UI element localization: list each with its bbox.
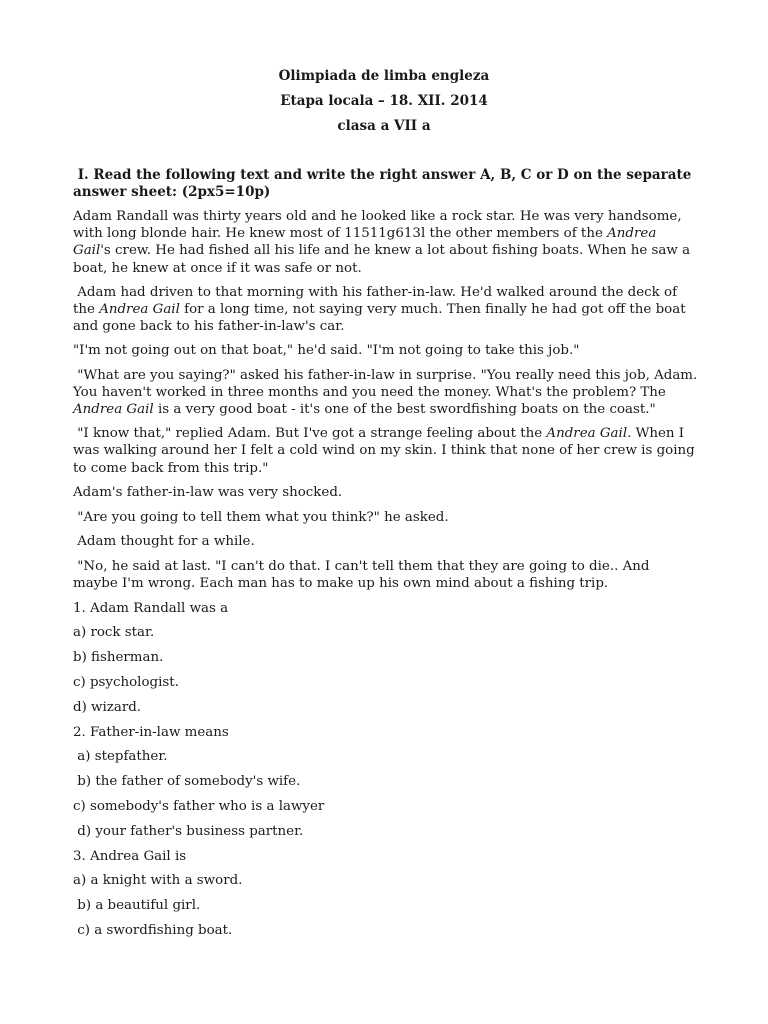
question-3-option-c: c) a swordfishing boat. [73,923,233,938]
story-paragraph-3: "I'm not going out on that boat," he'd said. "I'm not going to take this job." [73,343,580,359]
question-1-option-c: c) psychologist. [73,675,179,691]
text-run: When I was walking around her I felt a cold wind on my skin. I think that none of her crew is going to come back from this trip." [73,426,699,476]
boat-name: Andrea Gail. [546,426,632,442]
document-body [73,208,706,947]
boat-name: Andrea Gail [73,402,154,418]
text-run: "What are you saying?" asked his father-in-law in surprise. "You really need this job, Adam. You haven't worked in three months and you need the money. What's the problem? The [73,367,706,400]
text-run: for a long time, not saying very much. Then finally he had got off the boat and gone back to his father-in-law's car. [73,302,690,335]
question-1: 1. Adam Randall was a [73,600,229,616]
question-3-option-a: a) a knight with a sword. [73,873,243,889]
question-2-option-c: c) somebody's father who is a lawyer [73,799,325,815]
document-class: clasa a VII a [337,118,431,134]
document-stage-date: Etapa locala – 18. XII. 2014 [280,93,488,109]
document-title: Olimpiada de limba engleza [278,68,490,84]
question-3-option-b: b) a beautiful girl. [73,898,201,914]
question-2: 2. Father-in-law means [73,724,229,740]
boat-name: Andrea Gail [99,302,180,318]
exercise-instruction: I. Read the following text and write the right answer A, B, C or D on the separate answer sheet: (2px5=10p) [73,167,697,200]
question-2-option-d: d) your father's business partner. [73,823,304,839]
story-paragraph-8: Adam thought for a while. [73,534,255,550]
boat-name: Andrea Gail [73,226,657,259]
story-paragraph-6: Adam's father-in-law was very shocked. [73,484,343,500]
text-run: "I know that," replied Adam. But I've got a strange feeling about the [73,426,547,442]
story-paragraph-9: "No, he said at last. "I can't do that. I can't tell them that they are going to die.. And maybe I'm wrong. Each man has to make up his own mind about a fishing trip. [73,559,654,592]
story-paragraph-4 [73,367,706,419]
text-run: Adam Randall was thirty years old and he looked like a rock star. He was very handsome, with long blonde hair. He knew most of 11511g613l the other members of the [73,209,682,242]
story-paragraph-2 [73,284,698,336]
story-paragraph-5 [73,425,698,477]
question-1-option-a: a) rock star. [73,625,155,641]
question-1-option-d: d) wizard. [73,699,142,715]
question-3: 3. Andrea Gail is [73,848,187,864]
story-paragraph-1 [73,208,698,277]
question-2-option-a: a) stepfather. [73,749,168,765]
text-run: 's crew. He had fished all his life and he knew a lot about fishing boats. When he saw a boat, he knew at once if it was safe or not. [73,243,691,276]
question-1-option-b: b) fisherman. [73,650,164,666]
question-2-option-b: b) the father of somebody's wife. [73,774,301,790]
story-paragraph-7: "Are you going to tell them what you think?" he asked. [73,509,449,525]
text-run: is a very good boat - it's one of the best swordfishing boats on the coast." [153,402,656,418]
text-run: Adam had driven to that morning with his father-in-law. He'd walked around the deck of the [73,284,682,318]
